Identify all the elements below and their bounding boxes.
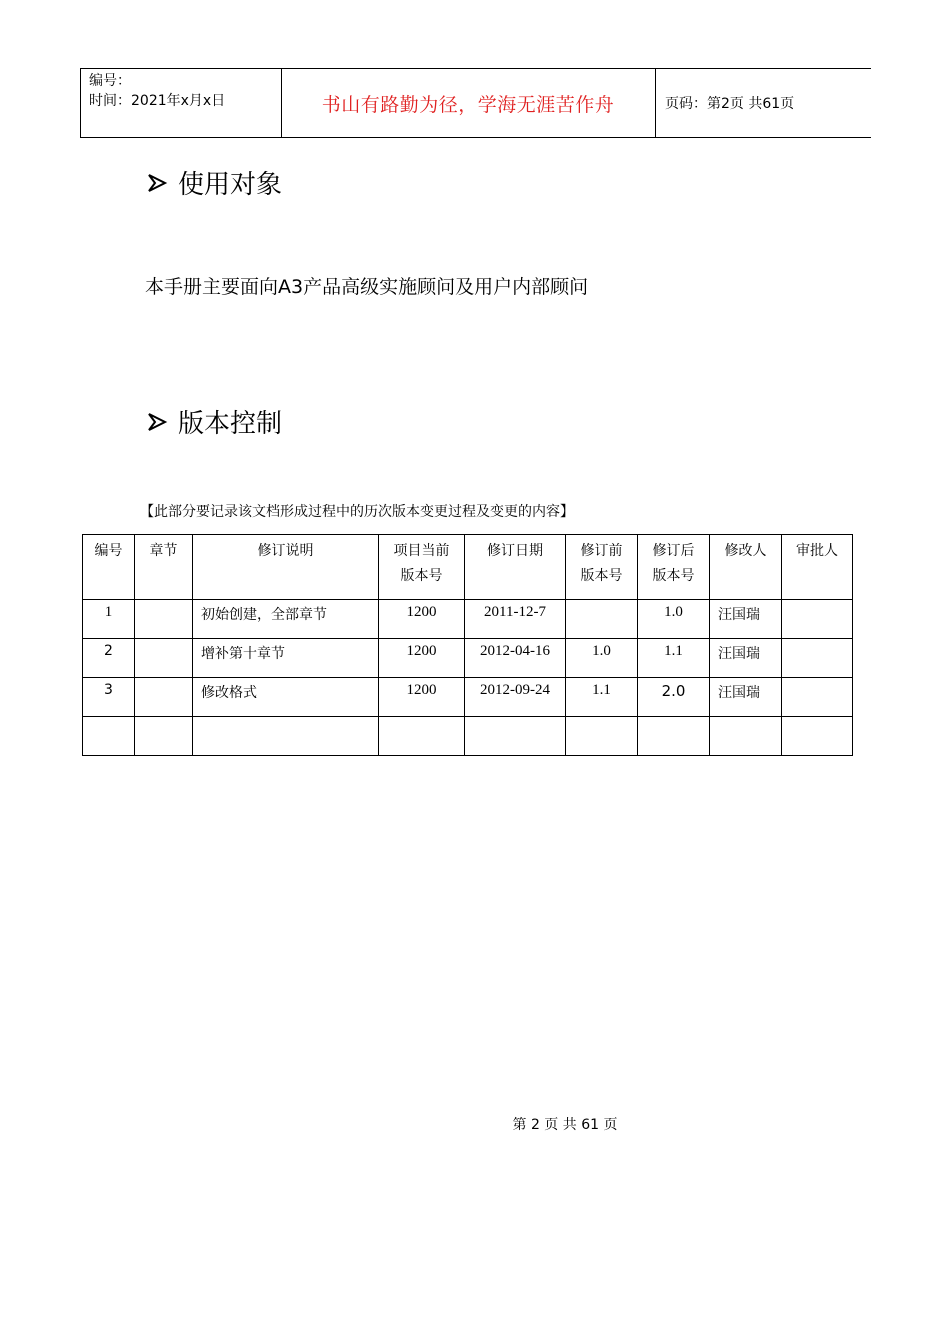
section-heading-audience [146, 164, 282, 201]
table-cell [135, 639, 193, 678]
table-cell: 修改格式 [193, 678, 379, 717]
table-cell: 3 [83, 678, 135, 717]
section-heading-text: 使用对象 [178, 170, 283, 200]
header-divider [655, 69, 656, 137]
table-cell: 1.0 [566, 639, 638, 678]
version-table [82, 534, 853, 756]
table-cell [782, 639, 853, 678]
table-cell: 1 [83, 600, 135, 639]
page-footer: 第 2 页 共 61 页 [512, 1117, 618, 1133]
column-header: 章节 [135, 535, 193, 600]
table-row [83, 717, 853, 756]
page-header [80, 68, 871, 138]
table-cell: 2.0 [638, 678, 710, 717]
table-cell [566, 717, 638, 756]
document-time-label: 时间：2021年x月x日 [89, 93, 226, 109]
header-page-info: 页码：第2页 共61页 [665, 96, 795, 112]
version-note: 【此部分要记录该文档形成过程中的历次版本变更过程及变更的内容】 [140, 504, 574, 520]
column-header: 修订说明 [193, 535, 379, 600]
table-cell [566, 600, 638, 639]
audience-paragraph: 本手册主要面向A3产品高级实施顾问及用户内部顾问 [145, 276, 589, 298]
table-cell: 初始创建，全部章节 [193, 600, 379, 639]
table-cell: 汪国瑞 [710, 639, 782, 678]
table-cell: 1200 [379, 600, 465, 639]
table-cell: 2012-04-16 [465, 639, 566, 678]
table-cell [710, 717, 782, 756]
table-cell: 2011-12-7 [465, 600, 566, 639]
document-number-label: 编号： [89, 73, 131, 89]
arrowhead-bullet-icon [146, 172, 168, 194]
table-row [83, 678, 853, 717]
table-cell [782, 600, 853, 639]
column-header: 修订前版本号 [566, 535, 638, 600]
header-meta [89, 71, 279, 111]
section-heading-version-control [146, 403, 282, 440]
table-cell: 1.1 [566, 678, 638, 717]
table-cell [193, 717, 379, 756]
table-cell: 2 [83, 639, 135, 678]
table-cell: 1200 [379, 678, 465, 717]
table-cell [135, 678, 193, 717]
table-cell [782, 717, 853, 756]
table-cell [83, 717, 135, 756]
column-header: 审批人 [782, 535, 853, 600]
table-cell: 汪国瑞 [710, 678, 782, 717]
table-cell [135, 717, 193, 756]
table-cell: 1.0 [638, 600, 710, 639]
column-header: 修订后版本号 [638, 535, 710, 600]
table-cell: 1200 [379, 639, 465, 678]
table-row [83, 600, 853, 639]
column-header: 修改人 [710, 535, 782, 600]
table-cell [638, 717, 710, 756]
table-row [83, 639, 853, 678]
table-cell: 2012-09-24 [465, 678, 566, 717]
table-cell [782, 678, 853, 717]
column-header: 编号 [83, 535, 135, 600]
table-header-row [83, 535, 853, 600]
table-cell [135, 600, 193, 639]
table-cell [465, 717, 566, 756]
table-cell: 1.1 [638, 639, 710, 678]
table-cell: 汪国瑞 [710, 600, 782, 639]
column-header: 项目当前版本号 [379, 535, 465, 600]
arrowhead-bullet-icon [146, 411, 168, 433]
column-header: 修订日期 [465, 535, 566, 600]
header-motto: 书山有路勤为径，学海无涯苦作舟 [321, 93, 615, 116]
table-cell: 增补第十章节 [193, 639, 379, 678]
table-cell [379, 717, 465, 756]
section-heading-text: 版本控制 [178, 409, 283, 439]
